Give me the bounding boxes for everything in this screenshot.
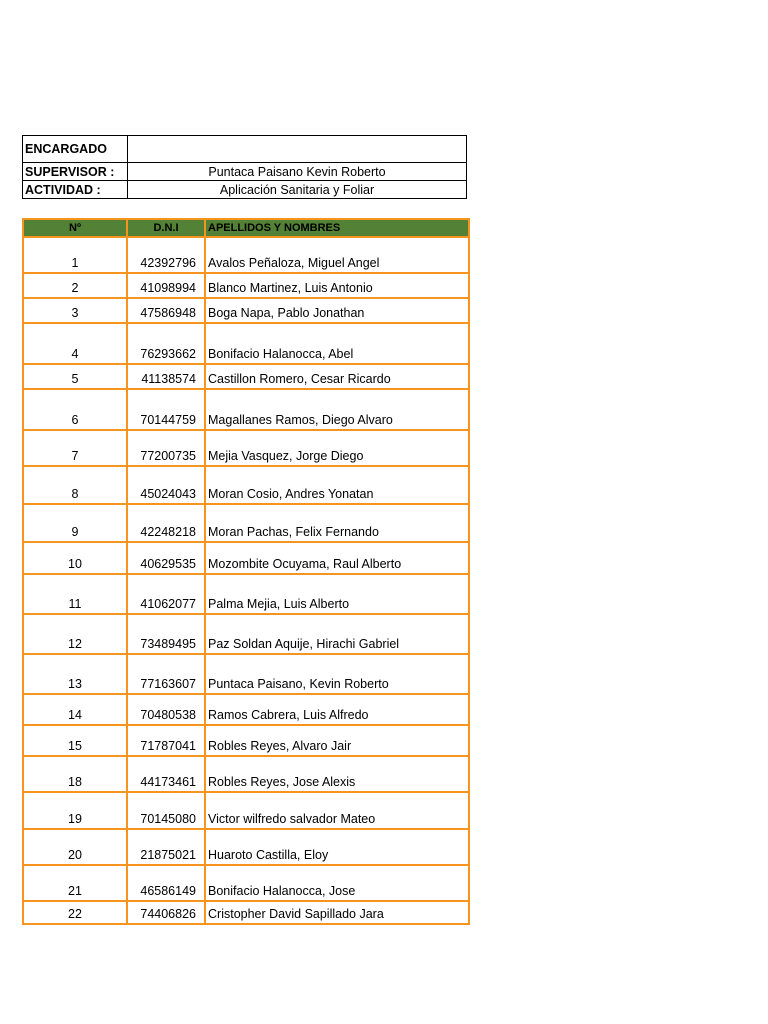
row-name: Avalos Peñaloza, Miguel Angel — [205, 237, 469, 273]
table-row — [23, 298, 469, 323]
table-row — [23, 865, 469, 901]
row-number: 10 — [23, 542, 127, 574]
row-dni: 40629535 — [127, 542, 205, 574]
row-number: 18 — [23, 756, 127, 792]
row-name: Boga Napa, Pablo Jonathan — [205, 298, 469, 323]
row-number: 20 — [23, 829, 127, 865]
row-name: Bonifacio Halanocca, Jose — [205, 865, 469, 901]
table-row — [23, 430, 469, 466]
row-dni: 41062077 — [127, 574, 205, 614]
table-row — [23, 273, 469, 298]
table-row — [23, 829, 469, 865]
row-dni: 76293662 — [127, 323, 205, 364]
table-row — [23, 725, 469, 756]
table-row — [23, 237, 469, 273]
row-number: 7 — [23, 430, 127, 466]
row-number: 1 — [23, 237, 127, 273]
table-row — [23, 542, 469, 574]
row-dni: 44173461 — [127, 756, 205, 792]
row-dni: 70480538 — [127, 694, 205, 725]
row-name: Castillon Romero, Cesar Ricardo — [205, 364, 469, 389]
table-row — [23, 323, 469, 364]
actividad-value: Aplicación Sanitaria y Foliar — [128, 181, 467, 199]
column-header-number: Nº — [23, 219, 127, 237]
row-number: 12 — [23, 614, 127, 654]
table-row — [23, 792, 469, 829]
row-name: Cristopher David Sapillado Jara — [205, 901, 469, 924]
encargado-row — [23, 136, 467, 163]
table-row — [23, 389, 469, 430]
table-row — [23, 504, 469, 542]
table-header-row — [23, 219, 469, 237]
table-row — [23, 574, 469, 614]
actividad-row — [23, 181, 467, 199]
row-dni: 77200735 — [127, 430, 205, 466]
row-dni: 74406826 — [127, 901, 205, 924]
row-name: Mejia Vasquez, Jorge Diego — [205, 430, 469, 466]
header-info-table — [22, 135, 467, 199]
table-row — [23, 466, 469, 504]
workers-table — [22, 218, 470, 925]
row-name: Paz Soldan Aquije, Hirachi Gabriel — [205, 614, 469, 654]
row-number: 15 — [23, 725, 127, 756]
row-dni: 70145080 — [127, 792, 205, 829]
row-dni: 42392796 — [127, 237, 205, 273]
row-name: Palma Mejia, Luis Alberto — [205, 574, 469, 614]
supervisor-value: Puntaca Paisano Kevin Roberto — [128, 163, 467, 181]
table-row — [23, 364, 469, 389]
row-dni: 70144759 — [127, 389, 205, 430]
row-dni: 45024043 — [127, 466, 205, 504]
row-name: Bonifacio Halanocca, Abel — [205, 323, 469, 364]
actividad-label: ACTIVIDAD : — [23, 181, 128, 199]
row-name: Mozombite Ocuyama, Raul Alberto — [205, 542, 469, 574]
row-name: Puntaca Paisano, Kevin Roberto — [205, 654, 469, 694]
row-dni: 77163607 — [127, 654, 205, 694]
row-number: 2 — [23, 273, 127, 298]
encargado-label: ENCARGADO — [23, 136, 128, 163]
row-name: Moran Pachas, Felix Fernando — [205, 504, 469, 542]
row-number: 11 — [23, 574, 127, 614]
row-dni: 42248218 — [127, 504, 205, 542]
row-name: Robles Reyes, Alvaro Jair — [205, 725, 469, 756]
row-number: 5 — [23, 364, 127, 389]
column-header-names: APELLIDOS Y NOMBRES — [205, 219, 469, 237]
row-number: 6 — [23, 389, 127, 430]
row-number: 21 — [23, 865, 127, 901]
row-dni: 73489495 — [127, 614, 205, 654]
row-number: 14 — [23, 694, 127, 725]
table-row — [23, 901, 469, 924]
row-dni: 41098994 — [127, 273, 205, 298]
table-body — [23, 237, 469, 924]
row-name: Magallanes Ramos, Diego Alvaro — [205, 389, 469, 430]
supervisor-label: SUPERVISOR : — [23, 163, 128, 181]
row-number: 13 — [23, 654, 127, 694]
row-number: 19 — [23, 792, 127, 829]
row-name: Victor wilfredo salvador Mateo — [205, 792, 469, 829]
table-row — [23, 654, 469, 694]
row-dni: 21875021 — [127, 829, 205, 865]
row-number: 8 — [23, 466, 127, 504]
row-name: Moran Cosio, Andres Yonatan — [205, 466, 469, 504]
row-name: Robles Reyes, Jose Alexis — [205, 756, 469, 792]
row-number: 22 — [23, 901, 127, 924]
table-row — [23, 694, 469, 725]
table-row — [23, 756, 469, 792]
row-dni: 41138574 — [127, 364, 205, 389]
row-name: Huaroto Castilla, Eloy — [205, 829, 469, 865]
row-name: Blanco Martinez, Luis Antonio — [205, 273, 469, 298]
row-number: 4 — [23, 323, 127, 364]
row-dni: 47586948 — [127, 298, 205, 323]
column-header-dni: D.N.I — [127, 219, 205, 237]
row-number: 9 — [23, 504, 127, 542]
row-dni: 46586149 — [127, 865, 205, 901]
row-number: 3 — [23, 298, 127, 323]
encargado-value — [128, 136, 467, 163]
row-dni: 71787041 — [127, 725, 205, 756]
supervisor-row — [23, 163, 467, 181]
row-name: Ramos Cabrera, Luis Alfredo — [205, 694, 469, 725]
table-row — [23, 614, 469, 654]
